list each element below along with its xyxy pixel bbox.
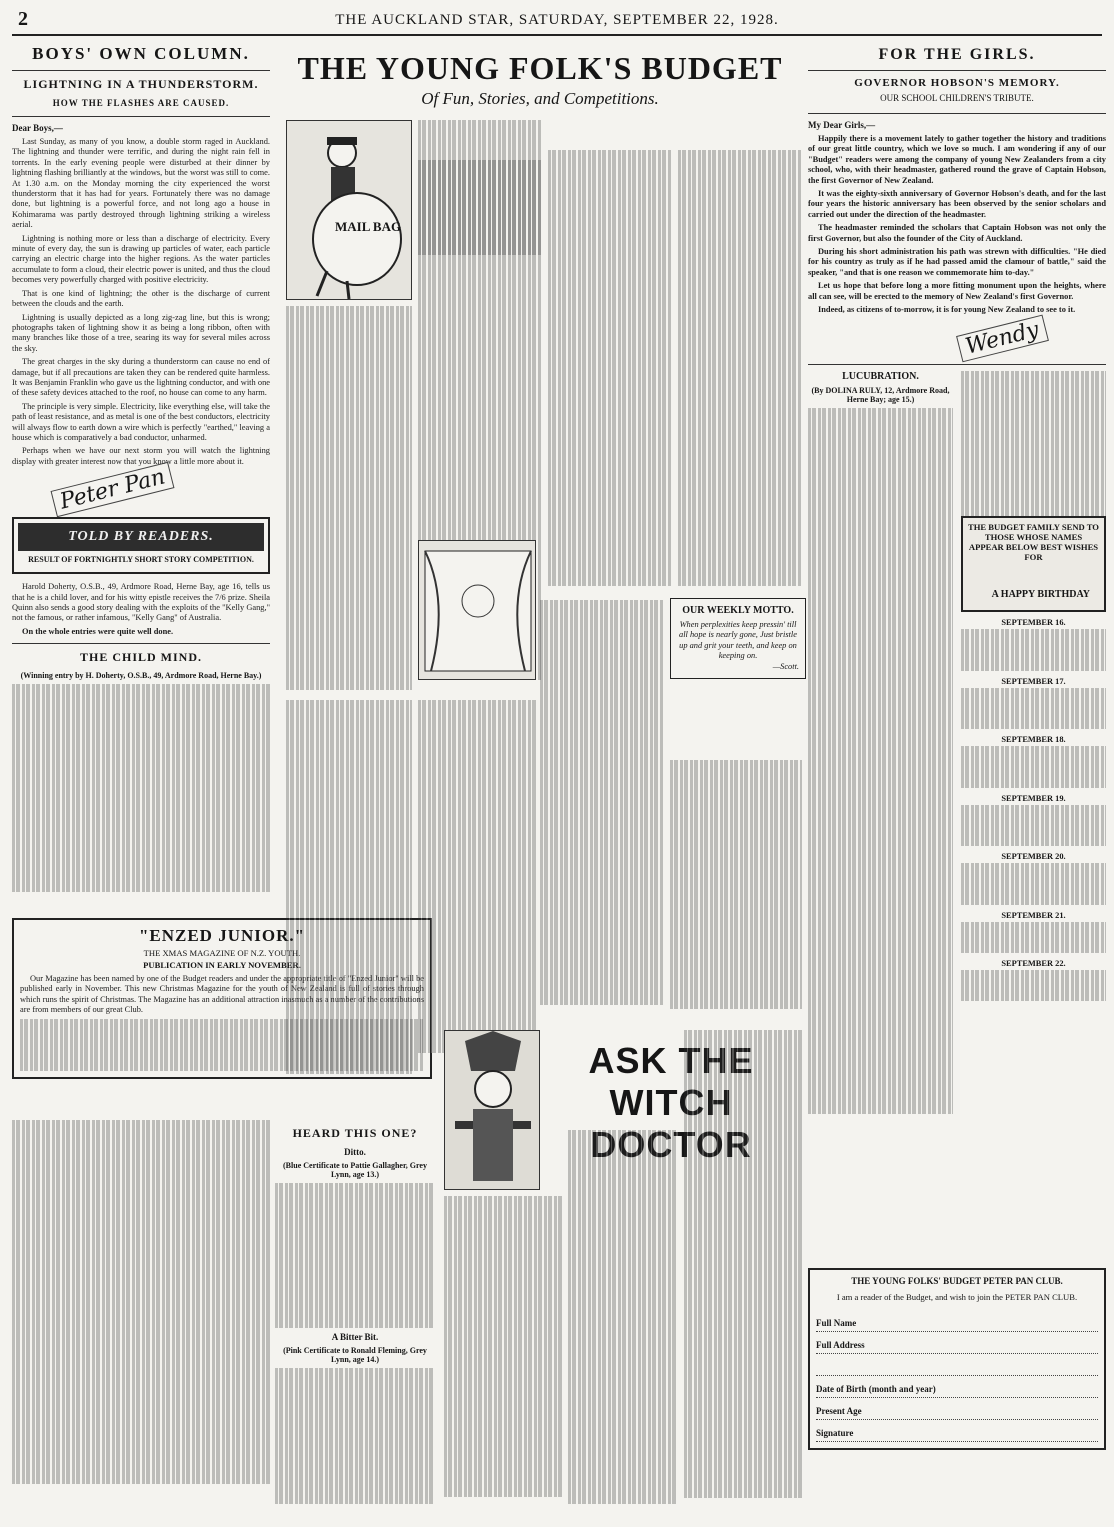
club-form-line: I am a reader of the Budget, and wish to join the PETER PAN CLUB. [836,1292,1078,1302]
weekly-motto-box [670,598,806,679]
col1-bottom [12,1120,270,1520]
girls-paragraph: Indeed, as citizens of to-morrow, it is for young New Zealand to see to it. [818,305,1076,315]
story-title: THE CHILD MIND. [79,650,202,665]
birthday-date: SEPTEMBER 19. [1001,793,1066,803]
birthday-date: SEPTEMBER 22. [1001,958,1066,968]
page-number: 2 [18,8,28,30]
budget-col-e [678,150,802,590]
boys-paragraph: Lightning is usually depicted as a long zig-zag line, but this is wrong; photographs taken of lightning show it as being a long ribbon, often with many branches like those of a tree, searing its way for several miles across the sky. [12,312,270,353]
peter-pan-signature: Peter Pan [51,462,175,518]
budget-col-l [684,1030,802,1516]
club-field-present-age[interactable]: Present Age [816,1398,1098,1420]
ditto-credit: (Blue Certificate to Pattie Gallagher, Grey Lynn, age 13.) [283,1161,427,1179]
story-byline: (Winning entry by H. Doherty, O.S.B., 49, Ardmore Road, Herne Bay.) [20,671,262,681]
postman-icon [287,121,413,301]
girls-column-title: FOR THE GIRLS. [878,46,1036,63]
budget-col-f [540,600,664,1020]
witch-doctor-title: ASK THE WITCH DOCTOR [588,1040,754,1165]
bitter-bit-title: A Bitter Bit. [331,1332,379,1343]
birthday-banner [961,516,1106,612]
boys-paragraph: Last Sunday, as many of you know, a double storm raged in Auckland. The lightning and thunder were terrific, and during the night rain fell in torrents. In the early evening people were disturbed at their dinner by lightning flashing brilliantly at the windows, but the worst was still to come. At 1.30 a.m. on the Monday morning the city experienced the worst thunderstorm that it has had for years. Fortunately there was no damage done, but lightning is a powerful force, and not long ago a house in Kohimarama was partly destroyed through lightning striking a wireless aerial. [12,137,270,230]
girls-paragraph: The headmaster reminded the scholars that Captain Hobson was not only the first Governor, but also the founder of the City of Auckland. [808,223,1106,243]
budget-col-b [286,306,412,706]
budget-col-i [418,700,536,1080]
budget-col-k [568,1130,678,1516]
heard-title: HEARD THIS ONE? [292,1126,418,1140]
club-field-full-name[interactable]: Full Name [816,1310,1098,1332]
enzed-body: Our Magazine has been named by one of the Budget readers and under the appropriate title of "Enzed Junior" will be published early in November. This new Christmas Magazine for the youth of New Zealand is full of stories through which runs the spirit of Christmas. The Magazine has an additional attraction inasmuch as a number of the contributions are from members of our great Club. [20,974,424,1015]
girls-paragraph: Happily there is a movement lately to gather together the history and traditions of our great little country, which we love so much. I am wondering if any of our "Budget" readers were among the company of young New Zealanders from a city school, who, with their headmaster, gathered round the grave of Captain Hobson, the first Governor of New Zealand. [808,134,1106,185]
story-result-note: On the whole entries were quite well done. [22,626,174,636]
boys-paragraph: The principle is very simple. Electricity, like everything else, will take the path of least resistance, and as metal is one of the best conductors, electricity will always flow to earth down a wire which is perfectly "earthed," leaving a house which is comparatively a bad conductor, unharmed. [12,401,270,442]
masthead-title: THE AUCKLAND STAR, SATURDAY, SEPTEMBER 22, 1928. [335,12,779,28]
weekly-motto-text: When perplexities keep pressin' till all hope is nearly gone, Just bristle up and grit your teeth, and keep on keeping on. [679,620,797,661]
weekly-motto-credit: —Scott. [772,661,799,671]
girls-paragraph: Let us hope that before long a more fitting monument upon the heights, where all can see, will be erected to the memory of New Zealand's first Governor. [808,281,1106,301]
enzed-title: "ENZED JUNIOR." [138,926,306,945]
girls-subhead: OUR SCHOOL CHILDREN'S TRIBUTE. [880,93,1034,103]
girls-salutation: My Dear Girls,— [808,120,876,130]
girls-paragraph: It was the eighty-sixth anniversary of Governor Hobson's death, and for the last four years the historic anniversary has been observed by the senior scholars and carried out under the direction of the headmaster. [808,189,1106,219]
birthday-date: SEPTEMBER 20. [1001,852,1066,862]
club-form-title: THE YOUNG FOLKS' BUDGET PETER PAN CLUB. [851,1276,1063,1286]
boys-paragraph: The great charges in the sky during a thunderstorm can cause no end of damage, but if all precautions are taken they can be rendered quite harmless. It was Benjamin Franklin who gave us the lightning conductor, and with one of these safety devices attached to the roof, no house can come to any harm. [12,357,270,398]
girls-paragraph: During his short administration his path was strewn with difficulties. "He died for his country as truly as if he had passed amid the clamour of battle," said the speaker, "and that is one reason we commemorate him to-day." [808,247,1106,277]
birthday-date: SEPTEMBER 21. [1001,910,1066,920]
budget-col-d [548,150,672,590]
told-by-readers-title: TOLD BY READERS. [18,523,264,551]
enzed-notice: PUBLICATION IN EARLY NOVEMBER. [143,960,301,970]
club-field-date-of-birth[interactable]: Date of Birth (month and year) [816,1376,1098,1398]
club-field-address-line2[interactable] [816,1354,1098,1376]
budget-col-g [670,760,802,1020]
boys-column-title: BOYS' OWN COLUMN. [32,44,250,63]
witch-doctor-icon [445,1031,541,1191]
boys-paragraph: Perhaps when we have our next storm you will watch the lightning display with greater interest now that you know a little more about it. [12,446,270,466]
weekly-motto-area [670,598,806,748]
boys-paragraph: That is one kind of lightning; the other is the discharge of current between the clouds and the earth. [12,288,270,309]
mail-bag-label: MAIL BAG [335,219,402,234]
boys-subhead: HOW THE FLASHES ARE CAUSED. [52,98,230,108]
weekly-motto-title: OUR WEEKLY MOTTO. [682,605,794,616]
told-by-readers-box [12,517,270,574]
kennel-illustration [418,540,536,680]
lucubration-byline: (By DOLINA RULY, 12, Ardmore Road, Herne Bay; age 15.) [811,385,950,404]
budget-col-h [286,700,412,1100]
birthday-date: SEPTEMBER 18. [1001,735,1066,745]
mail-bag-illustration [286,120,412,300]
boys-headline: LIGHTNING IN A THUNDERSTORM. [23,77,259,91]
told-by-readers-subtitle: RESULT OF FORTNIGHTLY SHORT STORY COMPETITION. [28,555,254,565]
bitter-bit-credit: (Pink Certificate to Ronald Fleming, Grey Lynn, age 14.) [283,1346,427,1365]
stage-curtain-icon [419,541,537,681]
birthday-greeting: A HAPPY BIRTHDAY [991,588,1090,600]
birthday-banner-text: THE BUDGET FAMILY SEND TO THOSE WHOSE NAMES APPEAR BELOW BEST WISHES FOR [967,521,1099,562]
budget-subtitle: Of Fun, Stories, and Competitions. [421,89,659,108]
club-form-area [808,1260,1106,1520]
enzed-subtitle: THE XMAS MAGAZINE OF N.Z. YOUTH. [143,948,301,958]
boys-salutation: Dear Boys,— [12,123,63,133]
birthday-date: SEPTEMBER 16. [1001,617,1066,627]
ditto-title: Ditto. [344,1147,366,1157]
lucubration-section [808,371,1106,1115]
masthead [12,8,1102,36]
birthday-date: SEPTEMBER 17. [1001,676,1066,686]
peter-pan-club-form [808,1268,1106,1450]
lucubration-title: LUCUBRATION. [842,370,919,382]
girls-headline: GOVERNOR HOBSON'S MEMORY. [854,77,1060,89]
witch-doctor-illustration [444,1030,540,1190]
story-result-text: Harold Doherty, O.S.B., 49, Ardmore Road, Herne Bay, age 16, tells us that he is a child lover, and for his witty epistle receives the 7/6 prize. Sheila Quinn also sends a good story dealing with the exploits of the "Kelly Gang," not the famous, or rather infamous, "Kelly Gang" of Australia. [12,582,270,623]
budget-title: THE YOUNG FOLK'S BUDGET [297,50,783,86]
budget-col-j [444,1196,562,1516]
club-field-full-address[interactable]: Full Address [816,1332,1098,1354]
wendy-signature: Wendy [956,314,1048,362]
boys-paragraph: Lightning is nothing more or less than a discharge of electricity. Every minute of every day, the sun is drawing up particles of water, each particle carrying an electric charge into the higher regions. As the water particles accumulate to form a cloud, their electric power is united, and thus the cloud becomes very powerfully charged with positive electricity. [12,233,270,285]
club-field-signature[interactable]: Signature [816,1420,1098,1442]
